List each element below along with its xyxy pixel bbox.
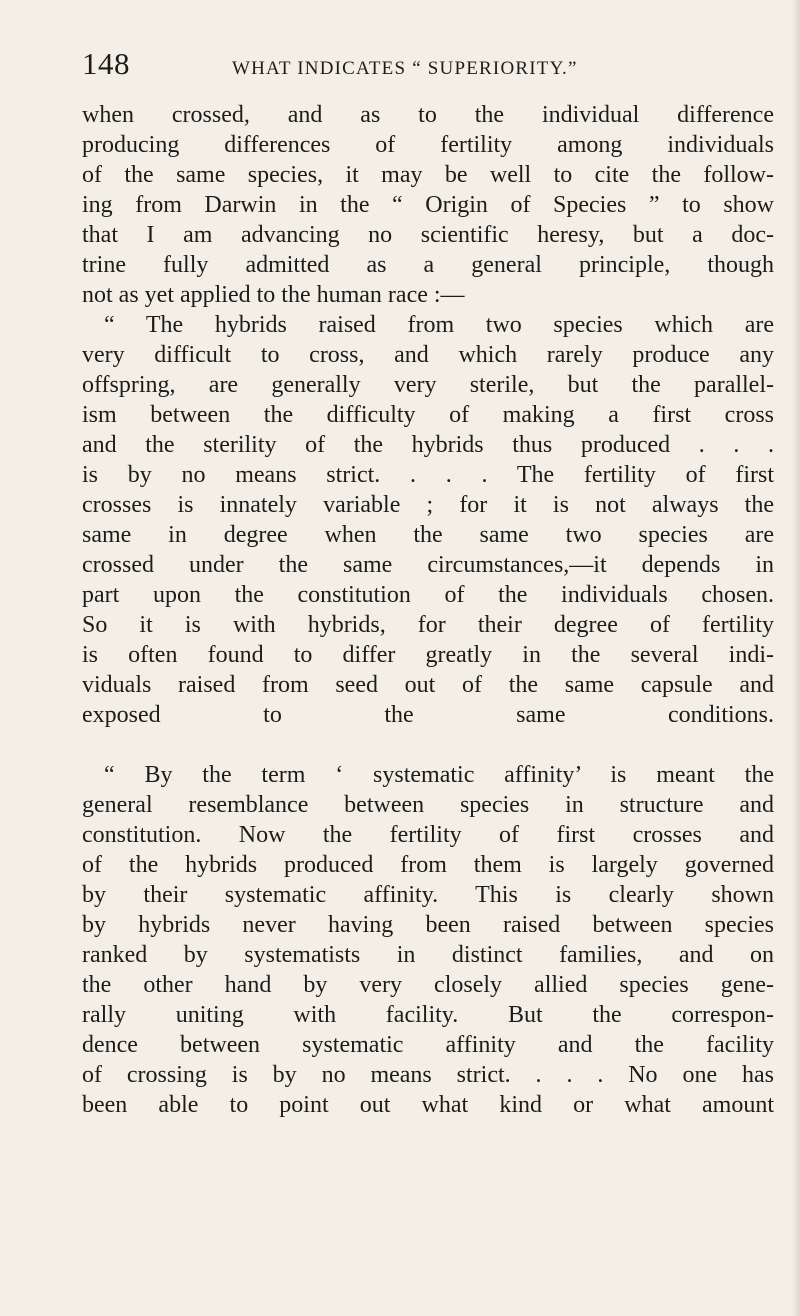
text-line: exposed to the same conditions. (82, 702, 774, 728)
text-line: ism between the difficulty of making a first cross (82, 402, 774, 428)
body-text (82, 100, 774, 1120)
text-line: by their systematic affinity. This is clearly shown (82, 882, 774, 908)
text-line: “ The hybrids raised from two species which are (104, 312, 774, 338)
text-line: and the sterility of the hybrids thus produced . . . (82, 432, 774, 458)
text-line: is by no means strict. . . . The fertility of first (82, 462, 774, 488)
text-line: when crossed, and as to the individual difference (82, 102, 774, 128)
text-line: crossed under the same circumstances,—it depends in (82, 552, 774, 578)
text-line: of crossing is by no means strict. . . . No one has (82, 1062, 774, 1088)
text-line: is often found to differ greatly in the several indi- (82, 642, 774, 668)
text-line: viduals raised from seed out of the same capsule and (82, 672, 774, 698)
text-line: constitution. Now the fertility of first crosses and (82, 822, 774, 848)
text-line: dence between systematic affinity and the facility (82, 1032, 774, 1058)
page-number: 148 (82, 46, 130, 81)
text-line: offspring, are generally very sterile, but the parallel- (82, 372, 774, 398)
text-line: that I am advancing no scientific heresy, but a doc- (82, 222, 774, 248)
page-edge-shadow (792, 0, 800, 1316)
text-line (82, 730, 774, 760)
running-head: WHAT INDICATES “ SUPERIORITY.” (232, 58, 578, 79)
text-line: of the hybrids produced from them is largely governed (82, 852, 774, 878)
text-line: So it is with hybrids, for their degree of fertility (82, 612, 774, 638)
text-line: very difficult to cross, and which rarely produce any (82, 342, 774, 368)
text-line: crosses is innately variable ; for it is not always the (82, 492, 774, 518)
text-line: part upon the constitution of the individuals chosen. (82, 582, 774, 608)
page-header (82, 44, 772, 84)
text-line: rally uniting with facility. But the correspon- (82, 1002, 774, 1028)
text-line: been able to point out what kind or what amount (82, 1092, 774, 1118)
text-line: general resemblance between species in structure and (82, 792, 774, 818)
text-line: producing differences of fertility among individuals (82, 132, 774, 158)
text-line: by hybrids never having been raised between species (82, 912, 774, 938)
text-line: of the same species, it may be well to cite the follow- (82, 162, 774, 188)
text-line: same in degree when the same two species are (82, 522, 774, 548)
text-line: ing from Darwin in the “ Origin of Species ” to show (82, 192, 774, 218)
text-line: trine fully admitted as a general principle, though (82, 252, 774, 278)
text-line: ranked by systematists in distinct families, and on (82, 942, 774, 968)
text-line: not as yet applied to the human race :— (82, 282, 465, 308)
text-line: the other hand by very closely allied species gene- (82, 972, 774, 998)
text-line: “ By the term ‘ systematic affinity’ is meant the (104, 762, 774, 788)
